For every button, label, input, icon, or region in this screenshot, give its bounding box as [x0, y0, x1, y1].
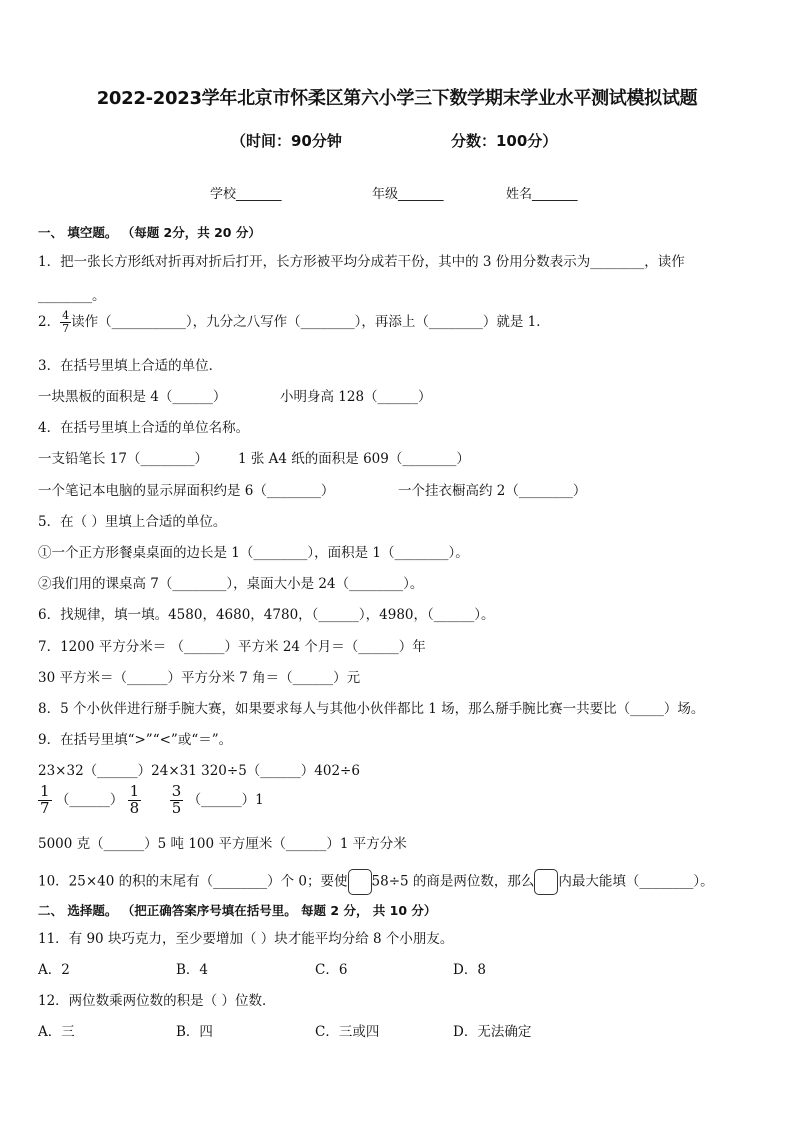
question-9a: 23×32（______）24×31 320÷5（______）402÷6 [38, 763, 360, 779]
question-2-number: 2． [38, 314, 61, 330]
fraction-denominator: 7 [62, 322, 70, 335]
option-d: D．8 [453, 962, 486, 978]
question-4c: 一个笔记本电脑的显示屏面积约是 6（________） [38, 483, 335, 499]
fraction-denominator: 5 [171, 798, 182, 817]
question-5b: ②我们用的课桌高 7（________），桌面大小是 24（________）。 [38, 576, 424, 592]
question-3: 3．在括号里填上合适的单位． [38, 358, 223, 374]
question-10-part-1: 10．25×40 的积的末尾有（________）个 0；要使 [38, 873, 348, 890]
question-9: 9．在括号里填“>”“<”或“＝”。 [38, 732, 233, 748]
option-a: A．三 [38, 1024, 75, 1040]
option-d: D．无法确定 [453, 1024, 532, 1040]
question-12: 12．两位数乘两位数的积是（ ）位数． [38, 993, 276, 1009]
fraction-numerator: 3 [171, 782, 182, 800]
option-b: B．4 [176, 962, 209, 978]
question-8: 8．5 个小伙伴进行掰手腕大赛，如果要求每人与其他小伙伴都比 1 场，那么掰手腕比赛一共要比（_____）场。 [38, 701, 705, 717]
answer-box [534, 869, 558, 895]
compare-blank: （______） [55, 791, 124, 808]
question-3a: 一块黑板的面积是 4（______） [38, 389, 227, 405]
option-c: C．三或四 [315, 1024, 380, 1040]
question-7-line-2: 30 平方米＝（______）平方分米 7 角＝（______）元 [38, 670, 361, 686]
option-b: B．四 [176, 1024, 213, 1040]
fraction-numerator: 4 [62, 309, 70, 323]
option-c: C．6 [315, 962, 348, 978]
fraction-three-fifths [170, 784, 184, 817]
question-10-part-2: 58÷5 的商是两位数，那么 [371, 873, 535, 890]
question-9c: 5000 克（______）5 吨 100 平方厘米（______）1 平方分米 [38, 836, 407, 852]
question-11: 11．有 90 块巧克力，至少要增加（ ）块才能平均分给 8 个小朋友。 [38, 931, 454, 947]
question-1-line-1: 1．把一张长方形纸对折再对折后打开，长方形被平均分成若干份，其中的 3 份用分数表示为________，读作 [38, 254, 685, 270]
question-5a: ①一个正方形餐桌桌面的边长是 1（________），面积是 1（________）。 [38, 545, 469, 561]
fraction-one-seventh [38, 784, 52, 817]
exam-time: （时间：90分钟 [231, 132, 342, 150]
section-1-heading: 一、 填空题。 （每题 2分，共 20 分） [38, 225, 261, 240]
question-5: 5．在（ ）里填上合适的单位。 [38, 514, 227, 530]
fraction-numerator: 1 [40, 782, 50, 800]
question-4d: 一个挂衣橱高约 2（________） [398, 483, 587, 499]
question-7-line-1: 7．1200 平方分米＝ （______）平方米 24 个月＝（______）年 [38, 639, 426, 655]
fraction-four-sevenths [60, 310, 71, 334]
exam-score: 分数：100分） [451, 132, 558, 150]
compare-tail: （______）1 [187, 791, 264, 808]
question-4b: 1 张 A4 纸的面积是 609（________） [238, 451, 470, 467]
question-2 [38, 310, 550, 335]
section-2-heading: 二、 选择题。 （把正确答案序号填在括号里。 每题 2 分， 共 10 分） [38, 903, 437, 918]
question-4: 4．在括号里填上合适的单位名称。 [38, 420, 250, 436]
question-10 [38, 869, 714, 895]
answer-box [348, 869, 372, 895]
fraction-numerator: 1 [129, 782, 140, 800]
fraction-one-eighth [128, 784, 142, 817]
fraction-denominator: 7 [40, 798, 50, 817]
question-3b: 小明身高 128（______） [280, 389, 432, 405]
fraction-denominator: 8 [129, 798, 140, 817]
school-field: 学校_______ [210, 187, 282, 202]
grade-field: 年级_______ [372, 187, 444, 202]
question-4a: 一支铅笔长 17（________） [38, 451, 208, 467]
name-field: 姓名_______ [506, 187, 578, 202]
question-2-text: 读作（___________），九分之八写作（________），再添上（________）就是 1． [71, 314, 550, 330]
question-6: 6．找规律，填一填。4580，4680，4780，（______），4980，（______）。 [38, 607, 495, 623]
question-1-line-2: ________。 [38, 288, 106, 304]
option-a: A．2 [38, 962, 70, 978]
question-9b [38, 784, 264, 817]
page-title: 2022-2023学年北京市怀柔区第六小学三下数学期末学业水平测试模拟试题 [96, 88, 698, 109]
question-10-part-3: 内最大能填（________）。 [558, 873, 714, 890]
